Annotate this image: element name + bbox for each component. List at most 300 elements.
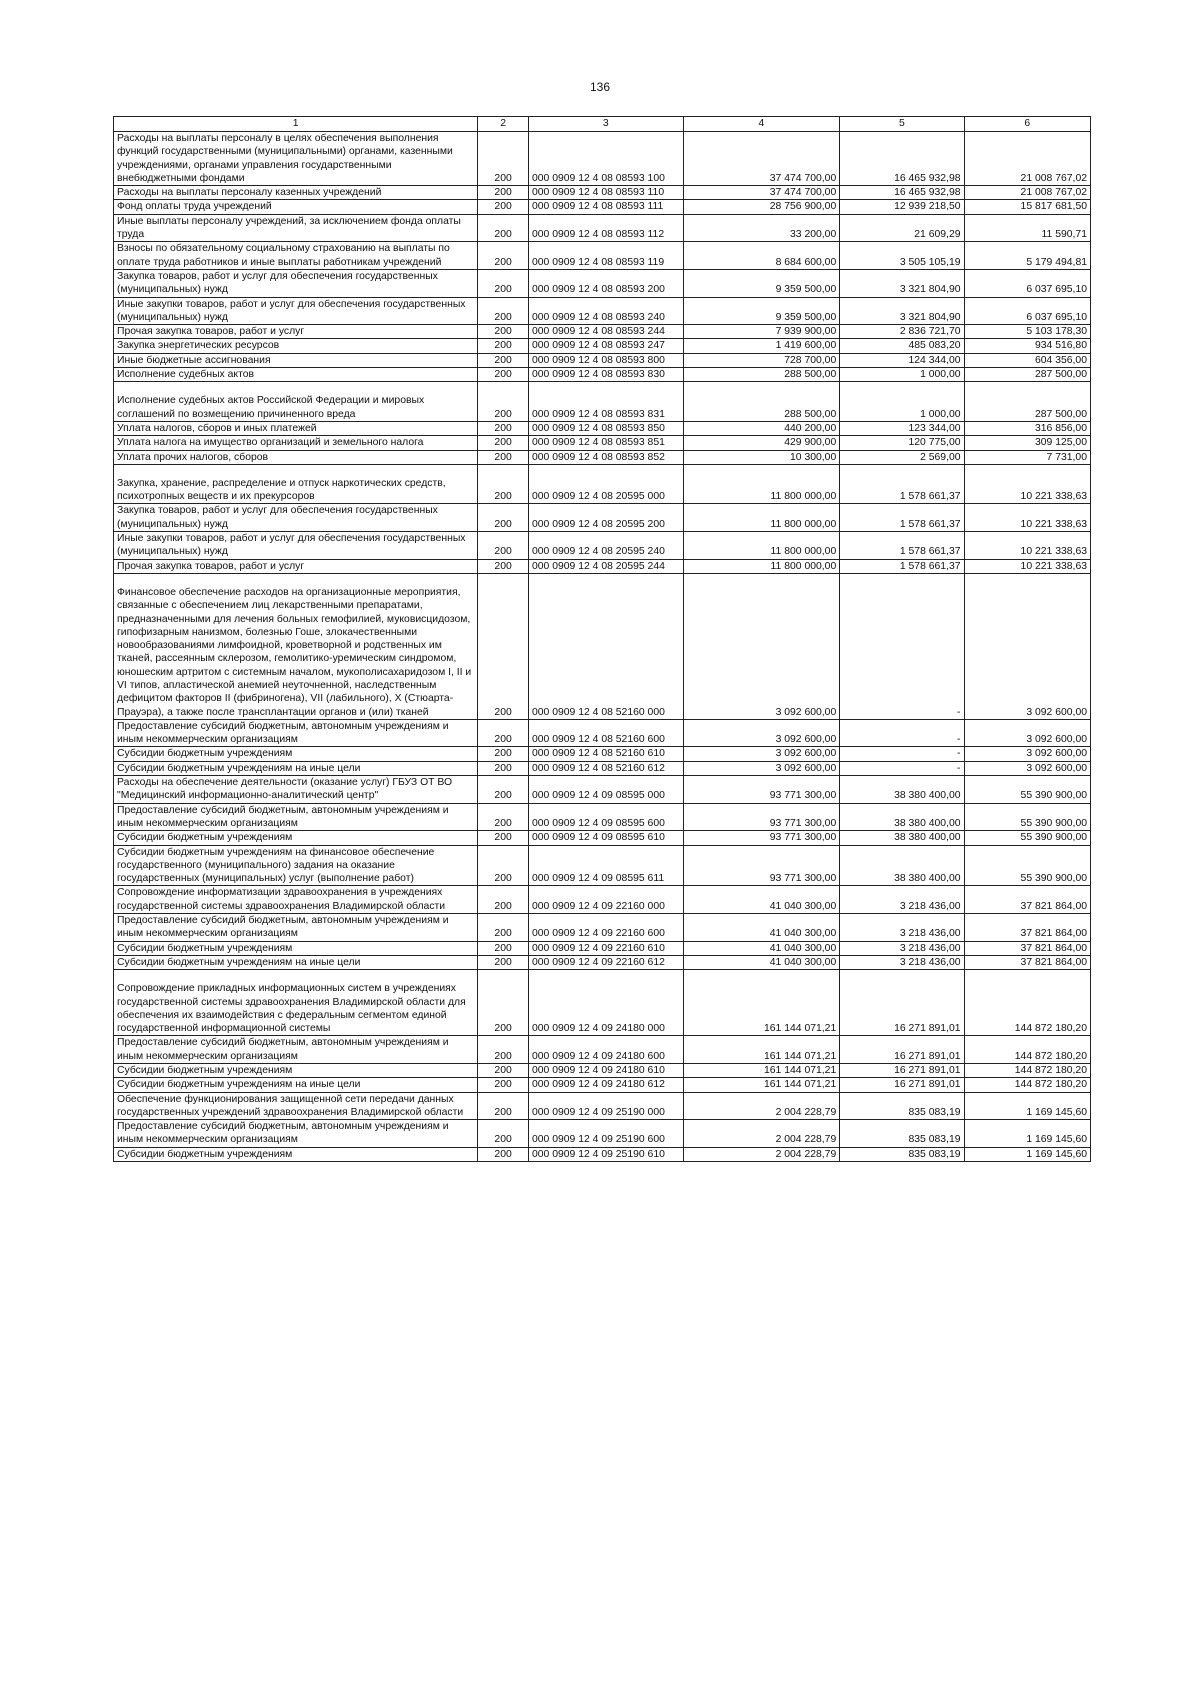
budget-classification-code (528, 970, 683, 1036)
approved-amount-text: 440 200,00 (784, 422, 837, 434)
row-name-text: Субсидии бюджетным учреждениям на иные цели (117, 762, 361, 774)
row-name-text: Иные выплаты персоналу учреждений, за исключением фонда оплаты труда (117, 215, 461, 241)
executed-amount-text: 3 321 804,90 (899, 311, 961, 323)
executed-amount (840, 242, 964, 270)
row-name (114, 1120, 478, 1148)
row-name (114, 269, 478, 297)
approved-amount (683, 747, 840, 761)
budget-classification-code (528, 761, 683, 775)
executed-amount-text: 1 578 661,37 (899, 546, 961, 558)
unexecuted-amount (964, 719, 1090, 747)
unexecuted-amount-text: 3 092 600,00 (1026, 748, 1087, 760)
budget-classification-code-text: 000 0909 12 4 09 22160 600 (531, 928, 665, 940)
approved-amount-text: 288 500,00 (784, 408, 837, 420)
row-name-text: Иные бюджетные ассигнования (117, 354, 271, 366)
executed-amount (840, 214, 964, 242)
executed-amount (840, 573, 964, 719)
executed-amount-text: 124 344,00 (908, 354, 961, 366)
approved-amount (683, 1078, 840, 1092)
admin-code (478, 803, 529, 831)
budget-classification-code (528, 436, 683, 450)
admin-code (478, 339, 529, 353)
admin-code (478, 1092, 529, 1120)
executed-amount-text: 3 218 436,00 (899, 900, 961, 912)
executed-amount (840, 504, 964, 532)
budget-classification-code (528, 269, 683, 297)
row-name-text: Закупка товаров, работ и услуг для обеспечения государственных (муниципальных) нужд (117, 270, 438, 296)
approved-amount-text: 41 040 300,00 (769, 900, 837, 912)
unexecuted-amount (964, 941, 1090, 955)
approved-amount (683, 559, 840, 573)
approved-amount-text: 161 144 071,21 (764, 1079, 837, 1091)
row-name (114, 325, 478, 339)
approved-amount-text: 93 771 300,00 (769, 790, 837, 802)
unexecuted-amount (964, 269, 1090, 297)
row-name (114, 450, 478, 464)
table-row (114, 831, 1091, 845)
unexecuted-amount (964, 200, 1090, 214)
table-row (114, 1036, 1091, 1064)
row-name (114, 1036, 478, 1064)
budget-classification-code (528, 747, 683, 761)
executed-amount-text: 38 380 400,00 (894, 832, 961, 844)
executed-amount (840, 845, 964, 886)
budget-classification-code-text: 000 0909 12 4 09 22160 612 (531, 956, 665, 968)
admin-code-text: 200 (494, 748, 512, 760)
admin-code (478, 573, 529, 719)
executed-amount (840, 132, 964, 186)
admin-code-text: 200 (494, 201, 512, 213)
approved-amount-text: 11 800 000,00 (770, 518, 837, 530)
executed-amount-text: 120 775,00 (908, 437, 961, 449)
admin-code (478, 436, 529, 450)
executed-amount-text: - (957, 706, 961, 718)
executed-amount (840, 464, 964, 504)
budget-classification-code (528, 242, 683, 270)
approved-amount-text: 11 800 000,00 (770, 491, 837, 503)
unexecuted-amount-text: 21 008 767,02 (1020, 172, 1087, 184)
column-number-row (114, 117, 1091, 132)
executed-amount-text: 16 271 891,01 (894, 1050, 961, 1062)
unexecuted-amount (964, 747, 1090, 761)
approved-amount (683, 886, 840, 914)
approved-amount (683, 573, 840, 719)
approved-amount (683, 368, 840, 382)
approved-amount (683, 1120, 840, 1148)
row-name-text: Иные закупки товаров, работ и услуг для обеспечения государственных (муниципальных) нужд (117, 298, 466, 323)
unexecuted-amount-text: 144 872 180,20 (1014, 1079, 1087, 1091)
executed-amount (840, 353, 964, 367)
budget-classification-code (528, 450, 683, 464)
budget-classification-code (528, 368, 683, 382)
executed-amount-text: 38 380 400,00 (894, 873, 961, 885)
budget-classification-code-text: 000 0909 12 4 08 52160 610 (531, 748, 665, 760)
budget-classification-code-text: 000 0909 12 4 09 24180 612 (531, 1079, 665, 1091)
admin-code (478, 368, 529, 382)
table-row (114, 559, 1091, 573)
budget-classification-code (528, 573, 683, 719)
unexecuted-amount-text: 144 872 180,20 (1014, 1050, 1087, 1062)
executed-amount (840, 421, 964, 435)
approved-amount-text: 728 700,00 (784, 354, 837, 366)
admin-code-text: 200 (494, 491, 512, 503)
table-row (114, 761, 1091, 775)
unexecuted-amount-text: 1 169 145,60 (1026, 1106, 1087, 1118)
unexecuted-amount (964, 559, 1090, 573)
row-name (114, 955, 478, 969)
approved-amount-text: 33 200,00 (790, 229, 837, 241)
row-name-text: Расходы на выплаты персоналу в целях обеспечения выполнения функций государственными (муниципальными) органами, казенными учреждениями, органами управления государственными внебюджетными фондами (117, 133, 453, 184)
unexecuted-amount-text: 21 008 767,02 (1020, 187, 1087, 199)
admin-code (478, 242, 529, 270)
budget-classification-code-text: 000 0909 12 4 09 24180 000 (531, 1023, 665, 1035)
unexecuted-amount-text: 3 092 600,00 (1026, 706, 1087, 718)
admin-code-text: 200 (494, 706, 512, 718)
unexecuted-amount-text: 309 125,00 (1034, 437, 1087, 449)
table-row (114, 955, 1091, 969)
executed-amount-text: 16 271 891,01 (894, 1079, 961, 1091)
admin-code-text: 200 (494, 256, 512, 268)
executed-amount (840, 886, 964, 914)
executed-amount-text: 3 505 105,19 (899, 256, 961, 268)
budget-classification-code-text: 000 0909 12 4 08 08593 244 (531, 326, 665, 338)
budget-classification-code-text: 000 0909 12 4 08 20595 240 (531, 546, 665, 558)
executed-amount (840, 761, 964, 775)
approved-amount (683, 382, 840, 422)
approved-amount (683, 845, 840, 886)
unexecuted-amount (964, 1064, 1090, 1078)
unexecuted-amount (964, 761, 1090, 775)
budget-classification-code (528, 776, 683, 804)
budget-classification-code (528, 955, 683, 969)
table-row (114, 747, 1091, 761)
row-name (114, 573, 478, 719)
admin-code-text: 200 (494, 1106, 512, 1118)
page-number: 136 (589, 80, 611, 94)
approved-amount-text: 8 684 600,00 (775, 256, 837, 268)
unexecuted-amount (964, 914, 1090, 942)
executed-amount-text: 16 271 891,01 (894, 1065, 961, 1076)
row-name (114, 242, 478, 270)
admin-code-text: 200 (494, 369, 512, 381)
table-row (114, 214, 1091, 242)
admin-code-text: 200 (494, 229, 512, 241)
executed-amount (840, 382, 964, 422)
budget-classification-code-text: 000 0909 12 4 09 24180 610 (531, 1065, 665, 1076)
approved-amount (683, 297, 840, 325)
admin-code (478, 761, 529, 775)
row-name (114, 214, 478, 242)
approved-amount (683, 1036, 840, 1064)
row-name-text: Субсидии бюджетным учреждениям (117, 942, 293, 954)
approved-amount (683, 214, 840, 242)
table-row (114, 269, 1091, 297)
approved-amount-text: 37 474 700,00 (769, 172, 837, 184)
executed-amount-text: 1 000,00 (920, 408, 961, 420)
budget-classification-code-text: 000 0909 12 4 08 08593 851 (531, 437, 665, 449)
row-name (114, 532, 478, 560)
approved-amount-text: 7 939 900,00 (775, 326, 837, 338)
unexecuted-amount (964, 325, 1090, 339)
row-name (114, 776, 478, 804)
unexecuted-amount (964, 242, 1090, 270)
approved-amount (683, 970, 840, 1036)
unexecuted-amount (964, 970, 1090, 1036)
unexecuted-amount (964, 573, 1090, 719)
unexecuted-amount-text: 1 169 145,60 (1026, 1134, 1087, 1146)
budget-execution-table (113, 116, 1091, 1162)
approved-amount-text: 9 359 500,00 (775, 311, 837, 323)
budget-classification-code (528, 559, 683, 573)
row-name (114, 297, 478, 325)
unexecuted-amount (964, 532, 1090, 560)
approved-amount-text: 2 004 228,79 (775, 1106, 837, 1118)
budget-classification-code (528, 941, 683, 955)
admin-code-text: 200 (494, 942, 512, 954)
unexecuted-amount-text: 316 856,00 (1034, 422, 1087, 434)
unexecuted-amount (964, 214, 1090, 242)
approved-amount-text: 429 900,00 (784, 437, 837, 449)
admin-code (478, 776, 529, 804)
executed-amount (840, 436, 964, 450)
table-row (114, 421, 1091, 435)
approved-amount-text: 161 144 071,21 (764, 1023, 837, 1035)
table-row (114, 464, 1091, 504)
executed-amount (840, 339, 964, 353)
admin-code (478, 1147, 529, 1161)
unexecuted-amount (964, 955, 1090, 969)
executed-amount (840, 914, 964, 942)
budget-classification-code-text: 000 0909 12 4 08 52160 000 (531, 706, 665, 718)
admin-code (478, 1120, 529, 1148)
executed-amount-text: 3 321 804,90 (899, 284, 961, 296)
approved-amount (683, 450, 840, 464)
executed-amount (840, 297, 964, 325)
unexecuted-amount-text: 287 500,00 (1034, 369, 1087, 381)
budget-classification-code-text: 000 0909 12 4 09 08595 610 (531, 832, 665, 844)
approved-amount (683, 914, 840, 942)
approved-amount-text: 3 092 600,00 (775, 748, 837, 760)
row-name-text: Предоставление субсидий бюджетным, автономным учреждениям и иным некоммерческим организациям (117, 915, 449, 940)
admin-code (478, 845, 529, 886)
approved-amount-text: 37 474 700,00 (769, 187, 837, 199)
executed-amount-text: - (957, 734, 961, 746)
unexecuted-amount-text: 3 092 600,00 (1026, 734, 1087, 746)
executed-amount (840, 747, 964, 761)
row-name (114, 339, 478, 353)
approved-amount-text: 1 419 600,00 (775, 340, 837, 352)
approved-amount-text: 2 004 228,79 (775, 1148, 837, 1160)
row-name (114, 914, 478, 942)
budget-classification-code (528, 845, 683, 886)
admin-code-text: 200 (494, 817, 512, 829)
admin-code-text: 200 (494, 1134, 512, 1146)
row-name (114, 1064, 478, 1078)
unexecuted-amount (964, 464, 1090, 504)
executed-amount (840, 831, 964, 845)
row-name-text: Субсидии бюджетным учреждениям на иные цели (117, 956, 361, 968)
unexecuted-amount-text: 55 390 900,00 (1020, 817, 1087, 829)
row-name-text: Уплата прочих налогов, сборов (117, 451, 269, 463)
unexecuted-amount (964, 504, 1090, 532)
unexecuted-amount-text: 287 500,00 (1034, 408, 1087, 420)
table-row (114, 719, 1091, 747)
table-row (114, 1064, 1091, 1078)
row-name-text: Иные закупки товаров, работ и услуг для обеспечения государственных (муниципальных) нужд (117, 533, 466, 558)
approved-amount (683, 504, 840, 532)
budget-classification-code-text: 000 0909 12 4 08 08593 110 (531, 187, 665, 199)
table-row (114, 1092, 1091, 1120)
row-name (114, 761, 478, 775)
unexecuted-amount-text: 11 590,71 (1041, 229, 1087, 241)
table-row (114, 573, 1091, 719)
budget-classification-code-text: 000 0909 12 4 08 08593 800 (531, 354, 665, 366)
unexecuted-amount (964, 1147, 1090, 1161)
executed-amount-text: 3 218 436,00 (899, 956, 961, 968)
budget-classification-code (528, 200, 683, 214)
table-row (114, 941, 1091, 955)
row-name-text: Закупка товаров, работ и услуг для обеспечения государственных (муниципальных) нужд (117, 505, 438, 530)
row-name (114, 747, 478, 761)
budget-classification-code (528, 297, 683, 325)
admin-code-text: 200 (494, 451, 512, 463)
row-name (114, 803, 478, 831)
admin-code (478, 532, 529, 560)
unexecuted-amount-text: 934 516,80 (1034, 340, 1087, 352)
executed-amount-text: 3 218 436,00 (899, 928, 961, 940)
table-row (114, 186, 1091, 200)
budget-classification-code (528, 886, 683, 914)
table-row (114, 776, 1091, 804)
admin-code-text: 200 (494, 1050, 512, 1062)
admin-code (478, 1036, 529, 1064)
executed-amount-text: 3 218 436,00 (899, 942, 961, 954)
executed-amount-text: 1 578 661,37 (899, 518, 961, 530)
approved-amount (683, 242, 840, 270)
row-name-text: Фонд оплаты труда учреждений (117, 201, 272, 213)
budget-classification-code (528, 1078, 683, 1092)
row-name-text: Расходы на обеспечение деятельности (оказание услуг) ГБУЗ ОТ ВО "Медицинский информационно-аналитический центр" (117, 777, 453, 802)
approved-amount-text: 41 040 300,00 (769, 942, 837, 954)
table-row (114, 970, 1091, 1036)
table-row (114, 339, 1091, 353)
row-name-text: Уплата налога на имущество организаций и земельного налога (117, 437, 424, 449)
row-name-text: Прочая закупка товаров, работ и услуг (117, 560, 305, 572)
row-name (114, 504, 478, 532)
approved-amount (683, 1064, 840, 1078)
unexecuted-amount-text: 604 356,00 (1034, 354, 1087, 366)
executed-amount (840, 1078, 964, 1092)
row-name-text: Предоставление субсидий бюджетным, автономным учреждениям и иным некоммерческим организациям (117, 720, 449, 746)
row-name (114, 186, 478, 200)
executed-amount (840, 200, 964, 214)
unexecuted-amount-text: 10 221 338,63 (1020, 518, 1087, 530)
executed-amount (840, 1036, 964, 1064)
table-row (114, 382, 1091, 422)
budget-classification-code-text: 000 0909 12 4 08 08593 852 (531, 451, 665, 463)
budget-classification-code (528, 719, 683, 747)
row-name-text: Закупка энергетических ресурсов (117, 340, 280, 352)
budget-classification-code-text: 000 0909 12 4 08 08593 112 (531, 229, 665, 241)
approved-amount-text: 10 300,00 (790, 451, 837, 463)
budget-classification-code (528, 214, 683, 242)
admin-code-text: 200 (494, 1079, 512, 1091)
admin-code (478, 747, 529, 761)
table-row (114, 886, 1091, 914)
row-name (114, 353, 478, 367)
executed-amount-text: 1 000,00 (920, 369, 961, 381)
approved-amount (683, 421, 840, 435)
budget-classification-code-text: 000 0909 12 4 08 20595 244 (531, 560, 665, 572)
admin-code-text: 200 (494, 734, 512, 746)
budget-classification-code (528, 382, 683, 422)
admin-code (478, 382, 529, 422)
approved-amount (683, 353, 840, 367)
admin-code (478, 186, 529, 200)
admin-code-text: 200 (494, 560, 512, 572)
executed-amount (840, 532, 964, 560)
executed-amount (840, 1092, 964, 1120)
admin-code-text: 200 (494, 762, 512, 774)
approved-amount (683, 532, 840, 560)
budget-classification-code (528, 464, 683, 504)
approved-amount-text: 3 092 600,00 (775, 762, 837, 774)
executed-amount-text: 16 271 891,01 (894, 1023, 961, 1035)
executed-amount (840, 559, 964, 573)
unexecuted-amount-text: 37 821 864,00 (1020, 942, 1087, 954)
row-name-text: Сопровождение прикладных информационных систем в учреждениях государственной системы здравоохранения Владимирской области для обеспечения их взаимодействия с федеральным сегментом единой государственной информационной системы (117, 983, 466, 1035)
column-header: 1 (114, 117, 478, 132)
table-row (114, 200, 1091, 214)
approved-amount-text: 2 004 228,79 (775, 1134, 837, 1146)
approved-amount-text: 41 040 300,00 (769, 928, 837, 940)
approved-amount (683, 776, 840, 804)
row-name (114, 421, 478, 435)
unexecuted-amount (964, 368, 1090, 382)
row-name-text: Уплата налогов, сборов и иных платежей (117, 422, 317, 434)
executed-amount-text: 123 344,00 (908, 422, 961, 434)
budget-classification-code-text: 000 0909 12 4 08 08593 119 (531, 256, 665, 268)
budget-classification-code (528, 532, 683, 560)
row-name-text: Субсидии бюджетным учреждениям (117, 1148, 293, 1160)
admin-code (478, 353, 529, 367)
admin-code (478, 941, 529, 955)
executed-amount (840, 325, 964, 339)
unexecuted-amount (964, 776, 1090, 804)
column-header: 2 (478, 117, 529, 132)
budget-classification-code (528, 1120, 683, 1148)
executed-amount-text: 2 569,00 (920, 451, 961, 463)
approved-amount (683, 464, 840, 504)
unexecuted-amount-text: 55 390 900,00 (1020, 873, 1087, 885)
admin-code-text: 200 (494, 354, 512, 366)
executed-amount (840, 776, 964, 804)
table-row (114, 436, 1091, 450)
unexecuted-amount (964, 132, 1090, 186)
row-name-text: Взносы по обязательному социальному страхованию на выплаты по оплате труда работников и иные выплаты работникам учреждений (117, 243, 450, 268)
executed-amount (840, 1147, 964, 1161)
approved-amount-text: 93 771 300,00 (769, 832, 837, 844)
unexecuted-amount-text: 144 872 180,20 (1014, 1065, 1087, 1076)
approved-amount (683, 761, 840, 775)
admin-code-text: 200 (494, 340, 512, 352)
budget-classification-code (528, 186, 683, 200)
admin-code (478, 269, 529, 297)
unexecuted-amount (964, 436, 1090, 450)
unexecuted-amount (964, 1036, 1090, 1064)
budget-classification-code-text: 000 0909 12 4 09 08595 611 (531, 873, 665, 885)
admin-code (478, 719, 529, 747)
